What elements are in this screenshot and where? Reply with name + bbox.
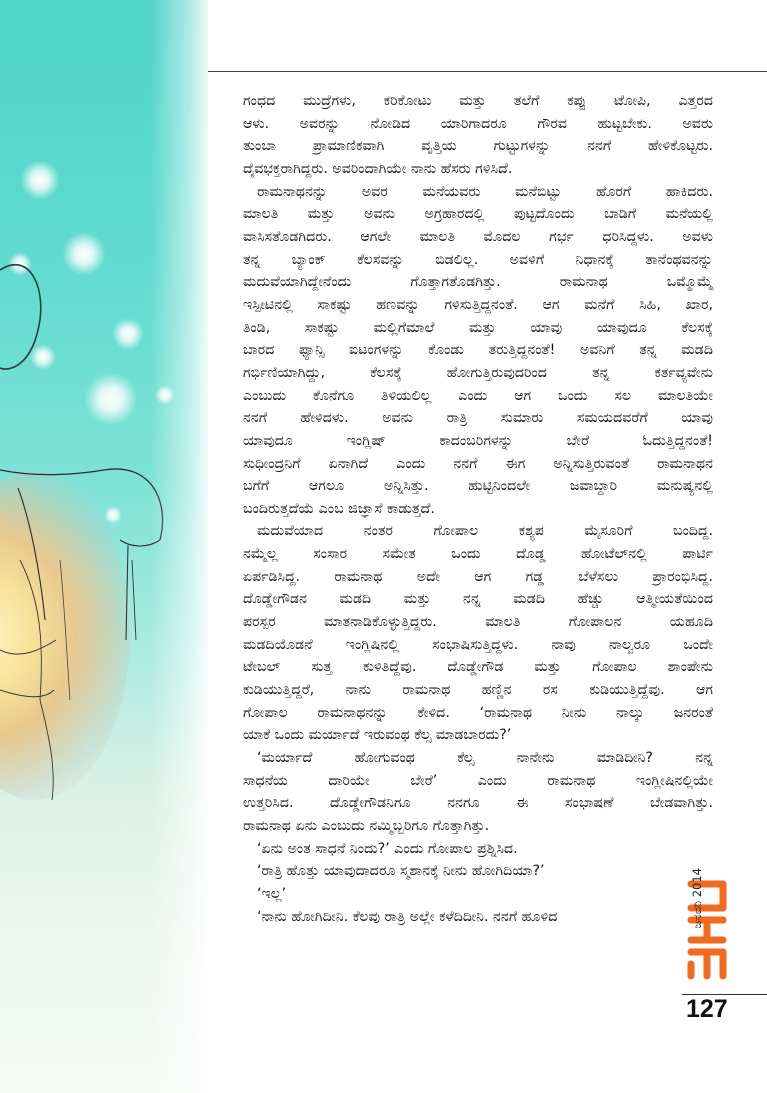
story-text [243, 90, 713, 928]
paragraph [243, 520, 713, 747]
paragraph [243, 90, 713, 181]
text-line: ಟೇಬಲ್ ಸುತ್ತ ಕುಳಿತಿದ್ದೆವು. ದೊಡ್ಡೇಗೌಡ ಮತ್ತು ಗೋಪಾಲ ಶಾಂಪೇನು [243, 659, 713, 676]
text-line: ರಾಮನಾಥನನ್ನು ಅವರ ಮನೆಯವರು ಮನೆಬಿಟ್ಟು ಹೊರಗೆ ಹಾಕಿದರು. [257, 183, 713, 200]
paragraph [243, 181, 713, 521]
text-line: ಯಾವುದೂ ಇಂಗ್ಲಿಷ್ ಕಾದಂಬರಿಗಳನ್ನು ಬೇರೆ ಓದುತ್ತಿದ್ದನಂತೆ! [243, 432, 713, 449]
text-line: ಬಗೆಗೆ ಆಗಲೂ ಅನ್ನಿಸಿತ್ತು. ಹುಟ್ಟಿನಿಂದಲೇ ಜವಾಬ್ದಾರಿ ಮನುಷ್ಯನಲ್ಲಿ [243, 478, 713, 495]
text-line: ‘ಮರ್ಯಾದೆ ಹೋಗುವಂಥ ಕೆಲ್ಸ ನಾನೇನು ಮಾಡಿದೀನಿ? ನನ್ನ [257, 750, 713, 767]
text-line: ದೈವಭಕ್ತರಾಗಿದ್ದರು. ಅವರಿಂದಾಗಿಯೇ ನಾನು ಹೆಸರು ಗಳಿಸಿದೆ. [243, 160, 513, 177]
text-line: ಪರಸ್ಪರ ಮಾತನಾಡಿಕೊಳ್ಳುತ್ತಿದ್ದರು. ಮಾಲತಿ ಗೋಪಾಲನ ಯಹೂದಿ [243, 614, 713, 631]
text-line: ತುಂಬಾ ಪ್ರಾಮಾಣಿಕವಾಗಿ ವೃತ್ತಿಯ ಗುಟ್ಟುಗಳನ್ನು ನನಗೆ ಹೇಳಿಕೊಟ್ಟರು. [243, 138, 713, 155]
issue-date: ಜನವರಿ 2014 [690, 868, 704, 929]
text-line: ಇಸ್ಪೀಟಿನಲ್ಲಿ ಸಾಕಷ್ಟು ಹಣವನ್ನು ಗಳಿಸುತ್ತಿದ್ದನಂತೆ. ಆಗ ಮನೆಗೆ ಸಿಹಿ, ಖಾರ, [243, 296, 713, 313]
text-line: ಬಾರದ ಫ್ಯಾನ್ಸಿ ಐಟಂಗಳನ್ನು ಕೊಂಡು ತರುತ್ತಿದ್ದನಂತೆ! ಅವನಿಗೆ ತನ್ನ ಮಡದಿ [243, 342, 713, 359]
paragraph [243, 838, 713, 861]
text-line: ‘ರಾತ್ರಿ ಹೊತ್ತು ಯಾವುದಾದರೂ ಸ್ಮಶಾನಕ್ಕೆ ನೀನು ಹೋಗಿದಿಯಾ?’ [257, 863, 545, 880]
text-line: ಮದುವೆಯಾಗಿದ್ದೇನೆಂದು ಗೊತ್ತಾಗತೊಡಗಿತ್ತು. ರಾಮನಾಥ ಒಮ್ಮೊಮ್ಮೆ [243, 274, 713, 291]
text-line: ಬಂದಿರುತ್ತದೆಯೆ ಎಂಬ ಜಿಜ್ಞಾಸೆ ಕಾಡುತ್ತದೆ. [243, 500, 435, 517]
paragraph [243, 883, 713, 906]
text-line: ನಮ್ಮೆಲ್ಲ ಸಂಸಾರ ಸಮೇತ ಒಂದು ದೊಡ್ಡ ಹೋಟೆಲ್‌ನಲ್ಲಿ ಪಾರ್ಟಿ [243, 546, 713, 563]
text-line: ಮಾಲತಿ ಮತ್ತು ಅವನು ಅಗ್ರಹಾರದಲ್ಲಿ ಪುಟ್ಟದೊಂದು ಬಾಡಿಗೆ ಮನೆಯಲ್ಲಿ [243, 206, 713, 223]
decorative-illustration [0, 0, 208, 1093]
text-line: ‘ಇಲ್ಲ’ [257, 885, 287, 902]
text-line: ನನಗೆ ಹೇಳಿದಳು. ಅವನು ರಾತ್ರಿ ಸುಮಾರು ಸಮಯದವರೆಗೆ ಯಾವು [243, 410, 713, 427]
text-line: ಮದುವೆಯಾದ ನಂತರ ಗೋಪಾಲ ಕಶ್ಯಪ ಮೈಸೂರಿಗೆ ಬಂದಿದ್ದ. [257, 523, 713, 540]
text-line: ತನ್ನ ಬ್ಯಾಂಕ್ ಕೆಲಸವನ್ನು ಬಿಡಲಿಲ್ಲ. ಅವಳಿಗೆ ನಿಧಾನಕ್ಕೆ ತಾನೆಂಥವನನ್ನು [243, 251, 713, 268]
text-line: ಗಂಧದ ಮುದ್ರೆಗಳು, ಕರಿಕೋಟು ಮತ್ತು ತಲೆಗೆ ಕಪ್ಪು ಟೋಪಿ, ಎತ್ತರದ [243, 93, 713, 109]
top-rule [208, 71, 767, 72]
text-line: ಎಂಬುದು ಕೊನೆಗೂ ತಿಳಿಯಲಿಲ್ಲ ಎಂದು ಆಗ ಒಂದು ಸಲ ಮಾಲತಿಯೇ [243, 387, 713, 404]
text-line: ಗರ್ಭಿಣಿಯಾಗಿದ್ದು, ಕೆಲಸಕ್ಕೆ ಹೋಗುತ್ತಿರುವುದರಿಂದ ತನ್ನ ಕರ್ತವ್ಯವೇನು [243, 364, 713, 381]
paragraph [243, 747, 713, 838]
text-line: ‘ಏನು ಅಂತ ಸಾಧನೆ ನಿಂದು?’ ಎಂದು ಗೋಪಾಲ ಪ್ರಶ್ನಿಸಿದ. [257, 840, 518, 857]
text-line: ಕುಡಿಯುತ್ತಿದ್ದರೆ, ನಾನು ರಾಮನಾಥ ಹಣ್ಣಿನ ರಸ ಕುಡಿಯುತ್ತಿದ್ದೆವು. ಆಗ [243, 682, 713, 699]
text-line: ಯಾಕೆ ಒಂದು ಮರ್ಯಾದೆ ಇರುವಂಥ ಕೆಲ್ಸ ಮಾಡಬಾರದು?’ [243, 727, 512, 744]
text-line: ವಾಸಿಸತೊಡಗಿದರು. ಆಗಲೇ ಮಾಲತಿ ಮೊದಲ ಗರ್ಭ ಧರಿಸಿದ್ದಳು. ಅವಳು [243, 228, 713, 245]
text-line: ‘ನಾನು ಹೋಗಿದೀನಿ. ಕೆಲವು ರಾತ್ರಿ ಅಲ್ಲೇ ಕಳೆದಿದೀನಿ. ನನಗೆ ಹೂಳಿದ [257, 908, 558, 925]
illustration-fade [150, 0, 208, 1093]
paragraph [243, 860, 713, 883]
text-line: ಸುಧೀಂದ್ರನಿಗೆ ಏನಾಗಿದೆ ಎಂದು ನನಗೆ ಈಗ ಅನ್ನಿಸುತ್ತಿರುವಂತೆ ರಾಮನಾಥನ [243, 455, 713, 472]
text-line: ಮಡದಿಯೊಡನೆ ಇಂಗ್ಲಿಷಿನಲ್ಲಿ ಸಂಭಾಷಿಸುತ್ತಿದ್ದಳು. ನಾವು ನಾಲ್ವರೂ ಒಂದೇ [243, 636, 713, 653]
text-line: ರಾಮನಾಥ ಏನು ಎಂಬುದು ನಮ್ಮಿಬ್ಬರಿಗೂ ಗೊತ್ತಾಗಿತ್ತು. [243, 818, 490, 834]
text-line: ಆಳು. ಅವರನ್ನು ನೋಡಿದ ಯಾರಿಗಾದರೂ ಗೌರವ ಹುಟ್ಟಬೇಕು. ಅವರು [243, 115, 713, 132]
text-line: ಸಾಧನೆಯ ದಾರಿಯೇ ಬೇರೆ’ ಎಂದು ರಾಮನಾಥ ಇಂಗ್ಲೀಷಿನಲ್ಲಿಯೇ [243, 772, 713, 789]
text-line: ದೊಡ್ಡೇಗೌಡನ ಮಡದಿ ಮತ್ತು ನನ್ನ ಮಡದಿ ಹೆಚ್ಚು ಆತ್ಮೀಯತೆಯಿಂದ [243, 591, 713, 608]
text-line: ತಿಂಡಿ, ಸಾಕಷ್ಟು ಮಲ್ಲಿಗೆಮಾಲೆ ಮತ್ತು ಯಾವು ಯಾವುದೂ ಕೆಲಸಕ್ಕೆ [243, 319, 713, 336]
text-line: ಉತ್ತರಿಸಿದ. ದೊಡ್ಡೇಗೌಡನಿಗೂ ನನಗೂ ಈ ಸಂಭಾಷಣೆ ಬೇಡವಾಗಿತ್ತು. [243, 795, 713, 812]
text-line: ಏರ್ಪಡಿಸಿದ್ದ. ರಾಮನಾಥ ಅದೇ ಆಗ ಗಡ್ಡ ಬೆಳೆಸಲು ಪ್ರಾರಂಭಿಸಿದ್ದ. [243, 568, 713, 585]
paragraph [243, 906, 713, 929]
page-number: 127 [686, 995, 728, 1023]
text-line: ಗೋಪಾಲ ರಾಮನಾಥನನ್ನು ಕೇಳಿದ. ‘ರಾಮನಾಥ ನೀನು ನಾಲ್ಕು ಜನರಂತೆ [243, 704, 713, 721]
